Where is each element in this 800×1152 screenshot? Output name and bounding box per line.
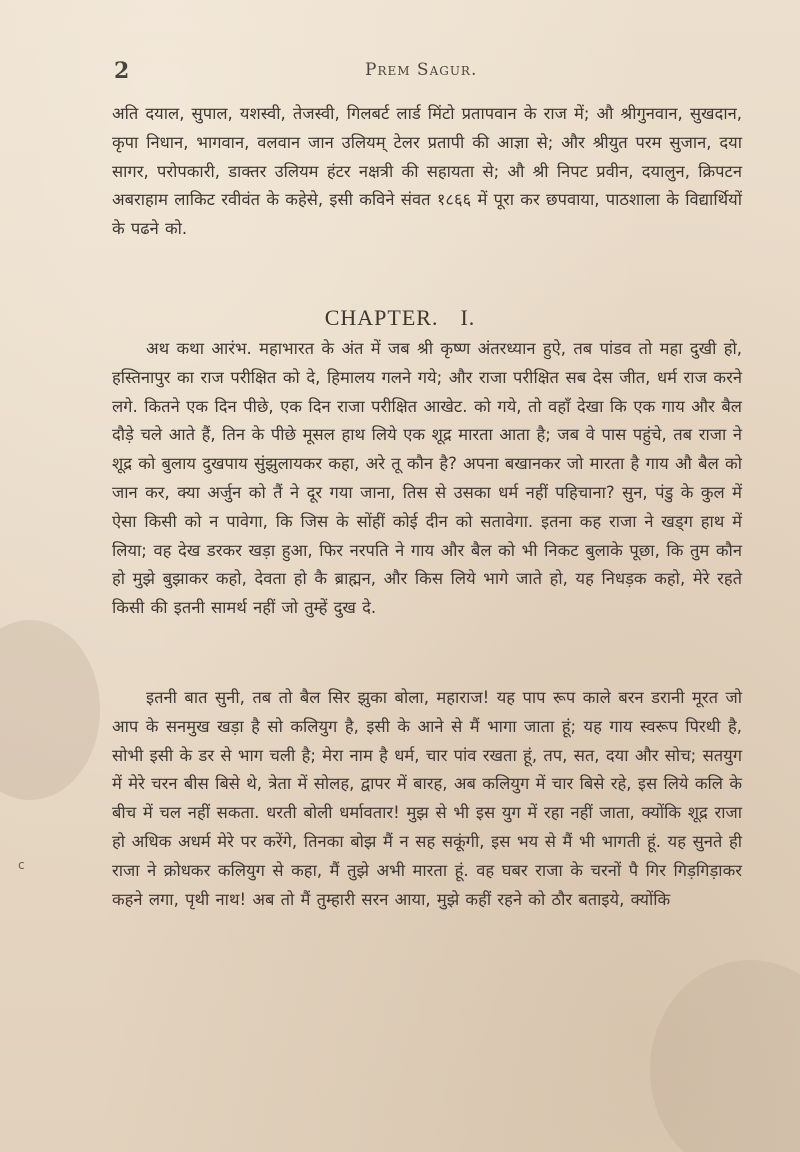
chapter-heading: [0, 305, 800, 331]
preface-paragraph: अति दयाल, सुपाल, यशस्वी, तेजस्वी, गिलबर्ट लार्ड मिंटो प्रतापवान के राज में; औ श्रीगुनवान, सुखदान, कृपा निधान, भागवान, वलवान जान उलियम् टेलर प्रतापी की आज्ञा से; और श्रीयुत परम सुजान, दया सागर, परोपकारी, डाक्तर उलियम हंटर नक्षत्री की सहायता से; औ श्री निपट प्रवीन, दयालुन, क्रिपटन अबराहाम लाकिट रवीवंत के कहेसे, इसी कविने संवत १८६६ में पूरा कर छपवाया, पाठशाला के विद्यार्थियों के पढने को.: [112, 104, 742, 239]
body-paragraph: अथ कथा आरंभ. महाभारत के अंत में जब श्री कृष्ण अंतरध्यान हुऐ, तब पांडव तो महा दुखी हो, हस्तिनापुर का राज परीक्षित को दे, हिमालय गलने गये; और राजा परीक्षित सब देस जीत, धर्म राज करने लगे. कितने एक दिन पीछे, एक दिन राजा परीक्षित आखेट. को गये, तो वहाँ देखा कि एक गाय और बैल दौड़े चले आते हैं, तिन के पीछे मूसल हाथ लिये एक शूद्र मारता आता है; जब वे पास पहुंचे, तब राजा ने शूद्र को बुलाय दुखपाय सुंझुलायकर कहा, अरे तू कौन है? अपना बखानकर जो मारता है गाय औ बैल को जान कर, क्या अर्जुन को तैं ने दूर गया जाना, तिस से उसका धर्म नहीं पहिचाना? सुन, पंडु के कुल में ऐसा किसी को न पावेगा, कि जिस के सोंहीं कोई दीन को सतावेगा. इतना कह राजा ने खड्ग हाथ में लिया; वह देख डरकर खड़ा हुआ, फिर नरपति ने गाय और बैल को भी निकट बुलाके पूछा, कि तुम कौन हो मुझे बुझाकर कहो, देवता हो कै ब्राह्मन, और किस लिये भागे जाते हो, यह निधड़क कहो, मेरे रहते किसी की इतनी सामर्थ नहीं जो तुम्हें दुख दे.: [112, 339, 742, 618]
paper-stain: [650, 960, 800, 1152]
chapter-label: CHAPTER.: [324, 305, 439, 330]
chapter-number: I.: [460, 305, 476, 330]
page-number: 2: [114, 58, 130, 84]
paper-stain: [0, 620, 100, 800]
margin-mark: c: [18, 858, 25, 872]
running-title: Prem Sagur.: [365, 60, 478, 80]
running-header: [0, 58, 800, 82]
body-paragraph: इतनी बात सुनी, तब तो बैल सिर झुका बोला, महाराज! यह पाप रूप काले बरन डरानी मूरत जो आप के सनमुख खड़ा है सो कलियुग है, इसी के आने से मैं भागा जाता हूं; यह गाय स्वरूप पिरथी है, सोभी इसी के डर से भाग चली है; मेरा नाम है धर्म, चार पांव रखता हूं, तप, सत, दया और सोच; सतयुग में मेरे चरन बीस बिसे थे, त्रेता में सोलह, द्वापर में बारह, अब कलियुग में चार बिसे रहे, इस लिये कलि के बीच में चल नहीं सकता. धरती बोली धर्मावतार! मुझ से भी इस युग में रहा नहीं जाता, क्योंकि शूद्र राजा हो अधिक अधर्म मेरे पर करेंगे, तिनका बोझ मैं न सह सकूंगी, इस भय से मैं भी भागती हूं. यह सुनते ही राजा ने क्रोधकर कलियुग से कहा, मैं तुझे अभी मारता हूं. वह घबर राजा के चरनों पै गिर गिड़गिड़ाकर कहने लगा, पृथी नाथ! अब तो मैं तुम्हारी सरन आया, मुझे कहीं रहने को ठौर बताइये, क्योंकि: [112, 688, 742, 909]
